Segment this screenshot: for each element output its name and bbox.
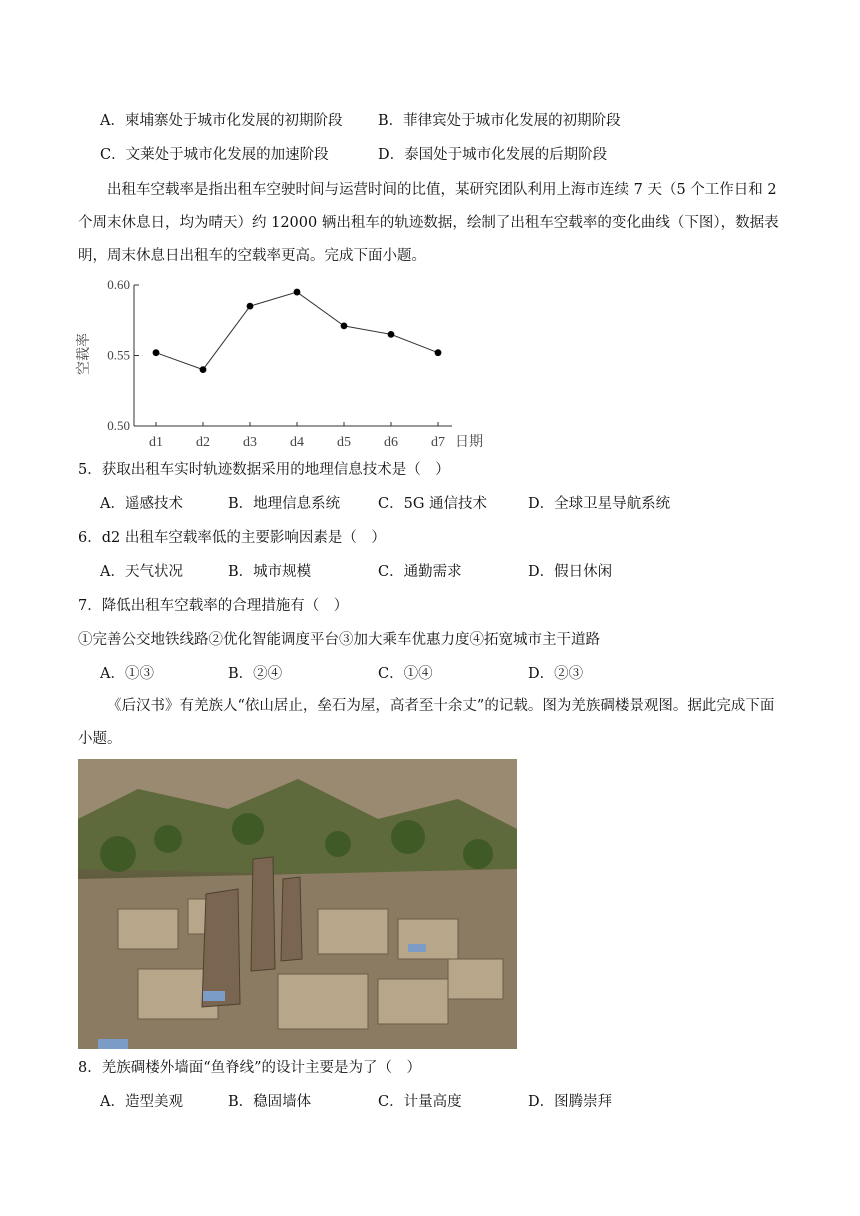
q4-option-a: A．柬埔寨处于城市化发展的初期阶段 xyxy=(100,113,343,129)
q5-option-c: C．5G 通信技术 xyxy=(378,496,488,512)
q6-option-c: C．通勤需求 xyxy=(378,564,462,580)
q6-option-d: D．假日休闲 xyxy=(528,564,613,580)
q4-option-c: C．文莱处于城市化发展的加速阶段 xyxy=(100,147,329,163)
series-line xyxy=(156,292,438,370)
q7-option-d: D．②③ xyxy=(528,666,584,682)
q8-option-b: B．稳固墙体 xyxy=(228,1094,312,1110)
data-point-d4 xyxy=(294,289,301,296)
data-point-d2 xyxy=(200,366,207,373)
q5-option-d: D．全球卫星导航系统 xyxy=(528,496,671,512)
x-tick-label: d7 xyxy=(431,435,445,450)
qiang-watchtower-photo xyxy=(78,759,517,1049)
empty-rate-chart xyxy=(72,276,502,456)
y-axis-label: 空载率 xyxy=(77,333,92,375)
q7-option-c: C．①④ xyxy=(378,666,433,682)
data-point-d1 xyxy=(153,349,160,356)
data-point-d5 xyxy=(341,322,348,329)
q7-stem: 7．降低出租车空载率的合理措施有（ ） xyxy=(78,598,349,614)
q4-option-b: B．菲律宾处于城市化发展的初期阶段 xyxy=(378,113,621,129)
x-tick-label: d6 xyxy=(384,435,398,450)
x-tick-label: d2 xyxy=(196,435,210,450)
q8-option-c: C．计量高度 xyxy=(378,1094,462,1110)
y-tick-label: 0.60 xyxy=(107,277,130,292)
y-tick-label: 0.55 xyxy=(107,347,130,363)
series-points xyxy=(153,289,442,373)
q7-option-a: A．①③ xyxy=(100,666,154,682)
passage-taxi: 出租车空载率是指出租车空驶时间与运营时间的比值，某研究团队利用上海市连续 7 天（5 个工作日和 2 个周末休息日，均为晴天）约 12000 辆出租车的轨迹数据，绘制了出租车空载率的变化曲线（下图），数据表明，周末休息日出租车的空载率更高。完成下面小题。 xyxy=(78,182,779,264)
q7-statements: ①完善公交地铁线路②优化智能调度平台③加大乘车优惠力度④拓宽城市主干道路 xyxy=(78,632,600,648)
x-tick-label: d5 xyxy=(337,435,351,450)
data-point-d7 xyxy=(435,349,442,356)
q8-option-a: A．造型美观 xyxy=(100,1094,183,1110)
passage-qiang: 《后汉书》有羌族人“依山居止，垒石为屋，高者至十余丈”的记载。图为羌族碉楼景观图。据此完成下面小题。 xyxy=(78,698,775,747)
x-tick-label: d4 xyxy=(290,435,304,450)
x-axis-label: 日期 xyxy=(455,435,483,450)
q8-stem: 8．羌族碉楼外墙面“鱼脊线”的设计主要是为了（ ） xyxy=(78,1060,422,1076)
data-point-d6 xyxy=(388,331,395,338)
q5-stem: 5．获取出租车实时轨迹数据采用的地理信息技术是（ ） xyxy=(78,462,450,478)
chart-axes xyxy=(134,285,452,426)
y-tick-label: 0.50 xyxy=(107,418,130,433)
q7-option-b: B．②④ xyxy=(228,666,283,682)
q6-option-a: A．天气状况 xyxy=(100,564,183,580)
q6-stem: 6．d2 出租车空载率低的主要影响因素是（ ） xyxy=(78,530,386,546)
x-tick-label: d1 xyxy=(149,435,163,450)
data-point-d3 xyxy=(247,303,254,310)
q6-option-b: B．城市规模 xyxy=(228,564,312,580)
x-tick-label: d3 xyxy=(243,435,257,450)
q8-option-d: D．图腾崇拜 xyxy=(528,1094,613,1110)
q5-option-a: A．遥感技术 xyxy=(100,496,183,512)
q4-option-d: D．泰国处于城市化发展的后期阶段 xyxy=(378,147,608,163)
q5-option-b: B．地理信息系统 xyxy=(228,496,341,512)
